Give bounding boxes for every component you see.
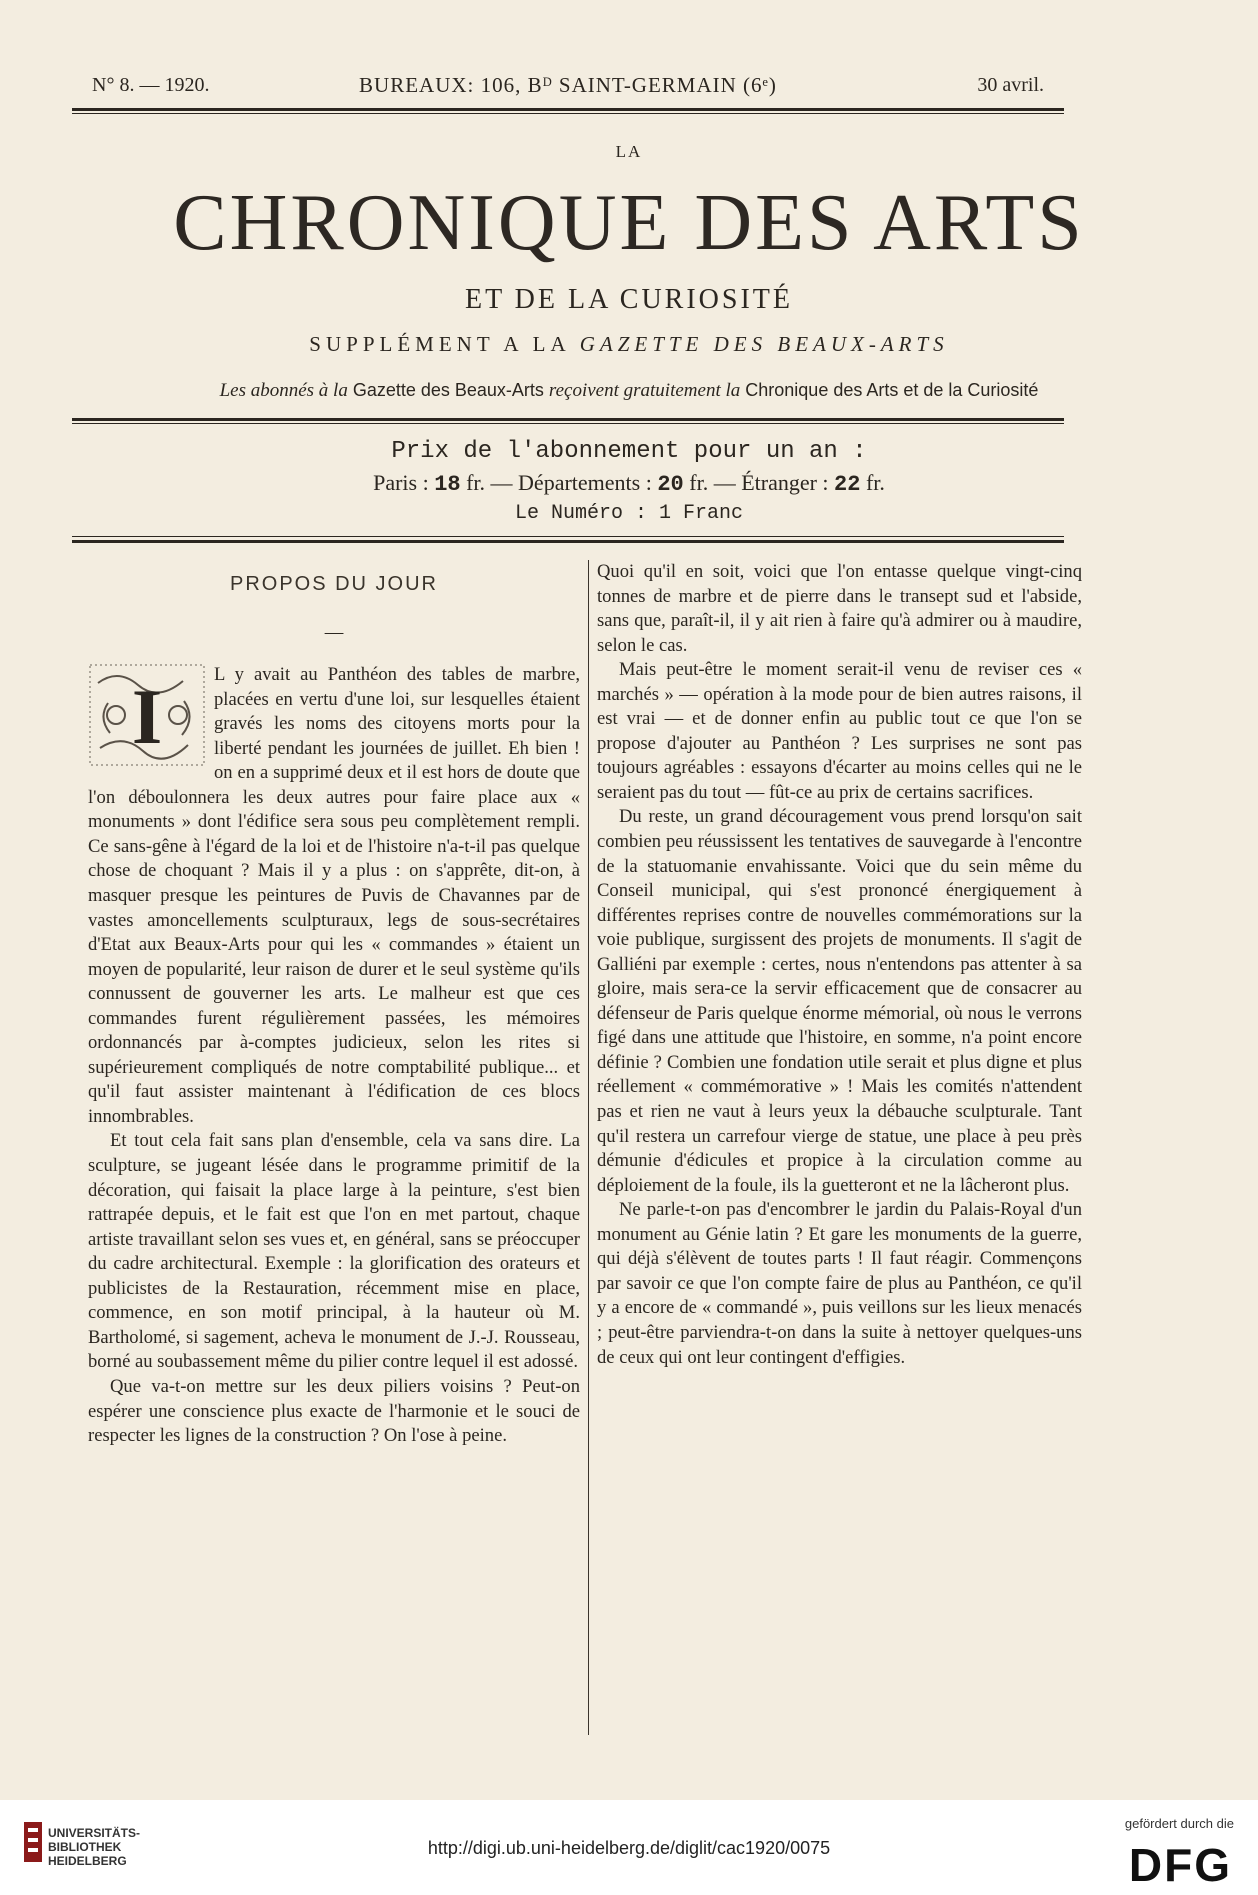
single-issue-price: Le Numéro : 1 Franc [514, 502, 744, 525]
paris-label: Paris : [373, 470, 435, 495]
header-rule-thin [72, 113, 1064, 114]
departements-label: fr. — Départements : [460, 470, 658, 495]
pricing-rule-thick [72, 540, 1064, 543]
paragraph: Et tout cela fait sans plan d'ensemble, cela va sans dire. La sculpture, se jugeant lésée dans le programme primitif de la décoration, qui faisait la place large à la peinture, s'est bien rattrapée depuis, et le fait est que l'on en met partout, chaque artiste travaillant selon ses vues et, en général, sans se préoccuper du cadre architectural. Exemple : la glorification des orateurs et publicistes de la Restauration, récemment mise en place, commence, en son motif principal, à la hauteur où M. Bartholomé, si sagement, acheva le monument de J.-J. Rousseau, borné au soubassement même du pilier contre lequel il est adossé. [88, 1130, 580, 1373]
issue-number: N° 8. — 1920. [92, 74, 210, 96]
column-divider [588, 560, 589, 1735]
issue-date: 30 avril. [977, 74, 1044, 96]
supplement-prefix: SUPPLÉMENT A LA [309, 332, 580, 356]
heading-dash: — [324, 621, 344, 643]
masthead-rule-thick [72, 418, 1064, 421]
dropcap-ornament-icon [88, 663, 206, 767]
masthead-title: CHRONIQUE DES ARTS [173, 179, 1085, 267]
masthead-rule-thin [72, 423, 1064, 424]
departements-price: 20 [657, 472, 684, 497]
etranger-price: 22 [834, 472, 861, 497]
funded-by-note: gefördert durch die [1124, 1816, 1234, 1831]
paragraph: L y avait au Panthéon des tables de marbre, placées en vertu d'une loi, sur lesquelles étaient gravés les noms des citoyens morts pour la liberté pendant les journées de juillet. Eh bien ! on en a supprimé deux et il est hors de doute que l'on déboulonnera les deux autres pour faire place aux « monuments » dont l'édifice sera sous peu complètement rempli. Ce sans-gêne à l'égard de la loi et de l'histoire n'a-t-il pas quelque chose de choquant ? Mais il y a plus : on s'apprête, dit-on, à masquer presque les peintures de Puvis de Chavannes par de vastes amoncellements sculpturaux, legs de sous-secrétaires d'Etat aux Beaux-Arts pour qui les « commandes » étaient un moyen de popularité, leur raison de durer et le seul système qu'ils connussent de gouverner les arts. Le malheur est que ces commandes furent régulièrement passées, les mémoires ordonnancés par à-comptes judicieux, selon les rites si supérieurement compliqués de notre comptabilité publique... et qu'il faut assister maintenant à l'édification de ces blocs innombrables. [88, 664, 580, 1127]
paragraph: Du reste, un grand découragement vous prend lorsqu'on sait combien peu réussissent les tentatives de sauvegarde à l'encontre de la statuomanie envahissante. Voici que du sein même du Conseil municipal, qui s'est prononcé énergiquement à différentes reprises contre de nouvelles commémorations sur la voie publique, surgissent des projets de monuments. Il s'agit de Galliéni par exemple : certes, nous n'entendons pas attenter à sa gloire, mais sera-ce la servir efficacement que de consacrer au défenseur de Paris quelque énorme mémorial, où nous le verrons figé dans une attitude que l'histoire, en somme, n'a point encore définie ? Combien une fondation utile serait et plus digne et plus réellement « commémorative » ! Mais les comités n'attendent pas et rien ne vaut à leurs yeux la débauche sculpturale. Tant qu'il restera un carrefour vierge de statue, une place à peu près démunie d'édicules et propice à la circulation comme au déploiement de la foule, ils la guetteront et ne la lâcheront plus. [597, 806, 1082, 1196]
dropcap-letter: I [131, 673, 163, 761]
dfg-logo: DFG [1128, 1839, 1232, 1891]
paragraph: Ne parle-t-on pas d'encombrer le jardin du Palais-Royal d'un monument au Génie latin ? Et gare les monuments de la guerre, qui déjà s'élèvent de toutes parts ! Il faut réagir. Commençons par savoir ce que l'on compte faire de plus au Panthéon, ce qu'il y a encore de « commandé », puis veillons sur les lieux menacés ; peut-être parviendra-t-on dans la suite à nettoyer quelques-uns de ceux qui ont leur contingent d'effigies. [597, 1199, 1082, 1368]
digitization-footer [0, 1800, 1258, 1895]
abonnes-part-2: Gazette des Beaux-Arts [347, 380, 549, 400]
paragraph: Mais peut-être le moment serait-il venu de reviser ces « marchés » — opération à la mode pour de bien autres raisons, il est vrai — et de donner enfin au public tout ce que l'on se propose d'ajouter au Panthéon ? Les surprises ne sont pas toujours agréables : essayons d'écarter au moins celles qui ne le seraient pas du tout — fût-ce au prix de certains sacrifices. [597, 659, 1082, 803]
paragraph: Quoi qu'il en soit, voici que l'on entasse quelque vingt-cinq tonnes de marbre et de pierre dans le transept sud et l'abside, sans que, paraît-il, il y ait rien à faire qu'à admirer ou à maudire, selon le cas. [597, 561, 1082, 656]
subscription-heading: Prix de l'abonnement pour un an : [391, 438, 867, 465]
abonnes-part-4: Chronique des Arts et de la Curiosité [740, 380, 1039, 400]
ornamental-dropcap [88, 663, 206, 767]
supplement-line [0, 332, 1258, 357]
pricing-rule-thin [72, 536, 1064, 537]
library-line-1: UNIVERSITÄTS- [48, 1826, 141, 1840]
etranger-label: fr. — Étranger : [683, 470, 835, 495]
source-url-link[interactable]: http://digi.ub.uni-heidelberg.de/diglit/cac1920/0075 [427, 1838, 831, 1858]
library-line-3: HEIDELBERG [48, 1854, 127, 1868]
header-rule-thick [72, 108, 1064, 111]
bureaux-address: BUREAUX: 106, Bᴰ SAINT-GERMAIN (6ᵉ) [359, 73, 777, 97]
paris-price: 18 [434, 472, 461, 497]
paragraph: Que va-t-on mettre sur les deux piliers voisins ? Peut-on espérer une conscience plus exacte de l'harmonie et le souci de respecter les lignes de la construction ? On l'ose à peine. [88, 1375, 580, 1447]
masthead-la: LA [615, 142, 643, 161]
franc-suffix: fr. [860, 470, 885, 495]
masthead-subtitle: ET DE LA CURIOSITÉ [464, 284, 794, 315]
article-right-column [597, 560, 1082, 1370]
library-line-2: BIBLIOTHEK [48, 1840, 122, 1854]
supplement-gazette: GAZETTE DES BEAUX-ARTS [579, 332, 949, 356]
issue-header [72, 70, 1064, 100]
article-left-column [88, 560, 580, 1449]
abonnes-part-3: reçoivent gratuitement la [548, 380, 741, 401]
subscription-prices [0, 470, 1258, 497]
abonnes-part-1: Les abonnés à la [219, 380, 348, 401]
subscribers-note [0, 380, 1258, 402]
article-heading: PROPOS DU JOUR [229, 573, 439, 595]
